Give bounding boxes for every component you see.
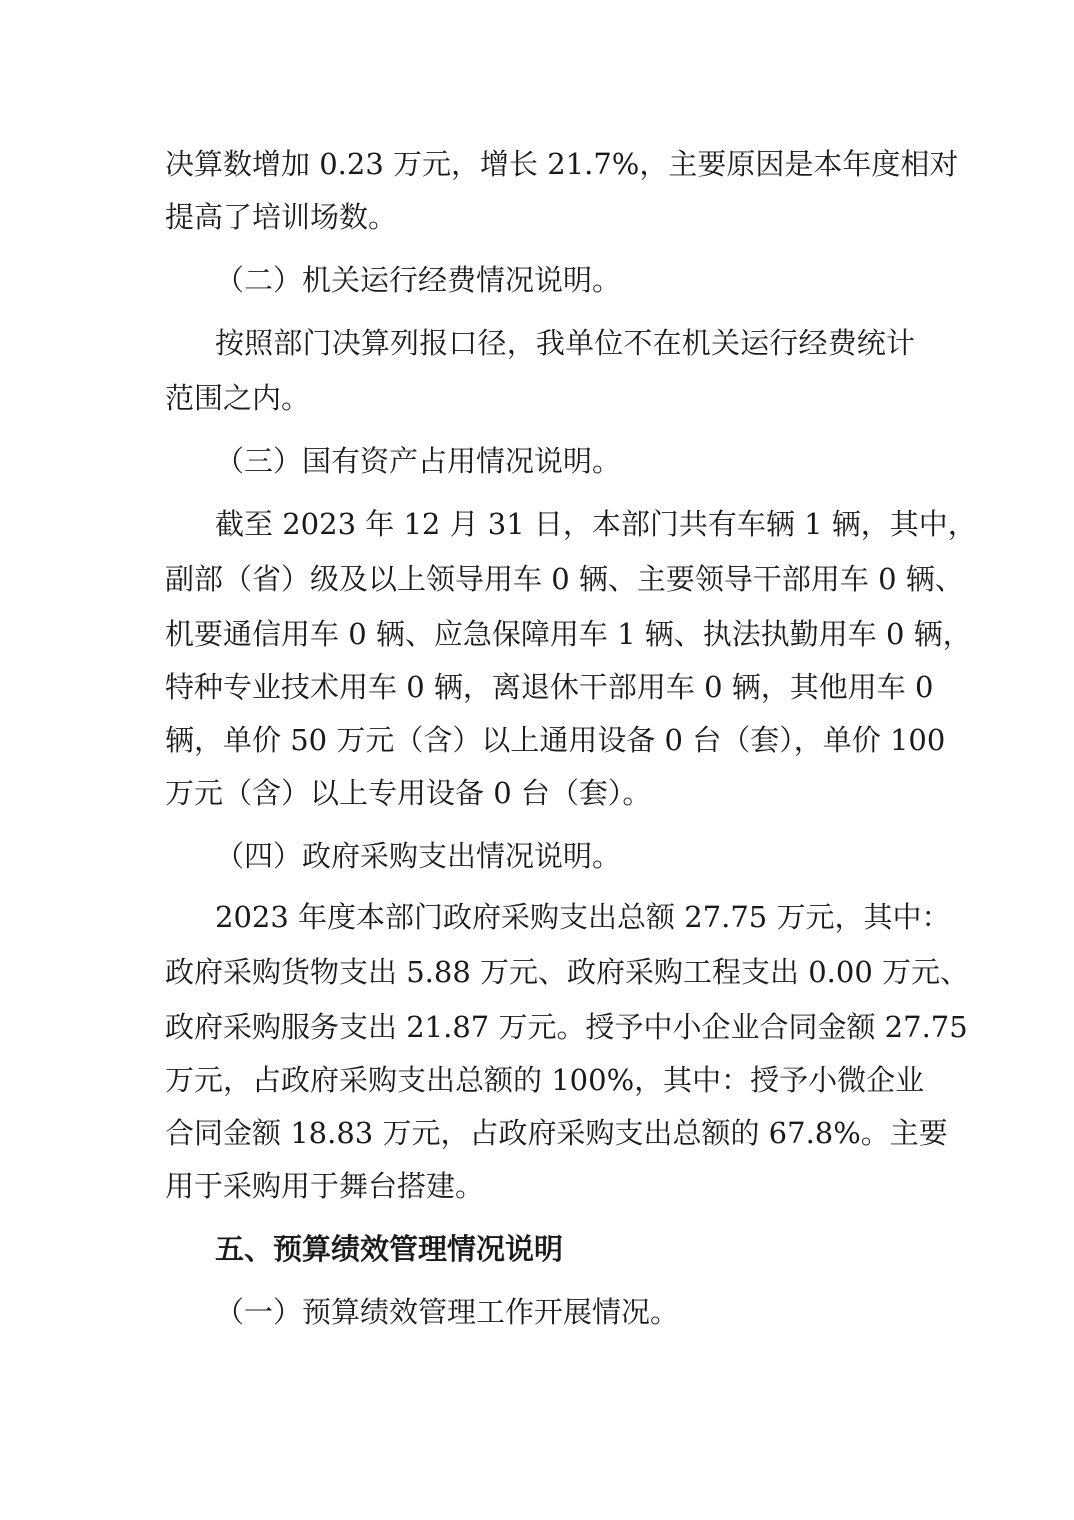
paragraph-line: 副部（省）级及以上领导用车 0 辆、主要领导干部用车 0 辆、 [165,562,964,596]
section-subheading: （二）机关运行经费情况说明。 [215,263,622,297]
section-subheading: （三）国有资产占用情况说明。 [215,444,622,478]
paragraph-line: 用于采购用于舞台搭建。 [165,1169,485,1203]
paragraph-line: 按照部门决算列报口径，我单位不在机关运行经费统计 [215,326,915,360]
paragraph-line: 范围之内。 [165,381,311,415]
section-heading: 五、预算绩效管理情况说明 [215,1232,564,1266]
section-subheading: （一）预算绩效管理工作开展情况。 [215,1295,680,1329]
paragraph-line: 辆，单价 50 万元（含）以上通用设备 0 台（套），单价 100 [165,723,946,757]
paragraph-line: 万元（含）以上专用设备 0 台（套）。 [165,776,652,810]
paragraph-line: 特种专业技术用车 0 辆，离退休干部用车 0 辆，其他用车 0 [165,670,934,704]
paragraph-line: 决算数增加 0.23 万元，增长 21.7%，主要原因是本年度相对 [165,147,959,181]
paragraph-line: 合同金额 18.83 万元，占政府采购支出总额的 67.8%。主要 [165,1116,948,1150]
paragraph-line: 政府采购货物支出 5.88 万元、政府采购工程支出 0.00 万元、 [165,955,970,989]
paragraph-line: 提高了培训场数。 [165,200,398,234]
paragraph-line: 机要通信用车 0 辆、应急保障用车 1 辆、执法执勤用车 0 辆， [165,617,972,651]
paragraph-line: 截至 2023 年 12 月 31 日，本部门共有车辆 1 辆，其中， [215,507,977,541]
paragraph-line: 2023 年度本部门政府采购支出总额 27.75 万元，其中： [215,900,951,934]
section-subheading: （四）政府采购支出情况说明。 [215,839,622,873]
paragraph-line: 政府采购服务支出 21.87 万元。授予中小企业合同金额 27.75 [165,1010,968,1044]
paragraph-line: 万元，占政府采购支出总额的 100%，其中：授予小微企业 [165,1063,925,1097]
